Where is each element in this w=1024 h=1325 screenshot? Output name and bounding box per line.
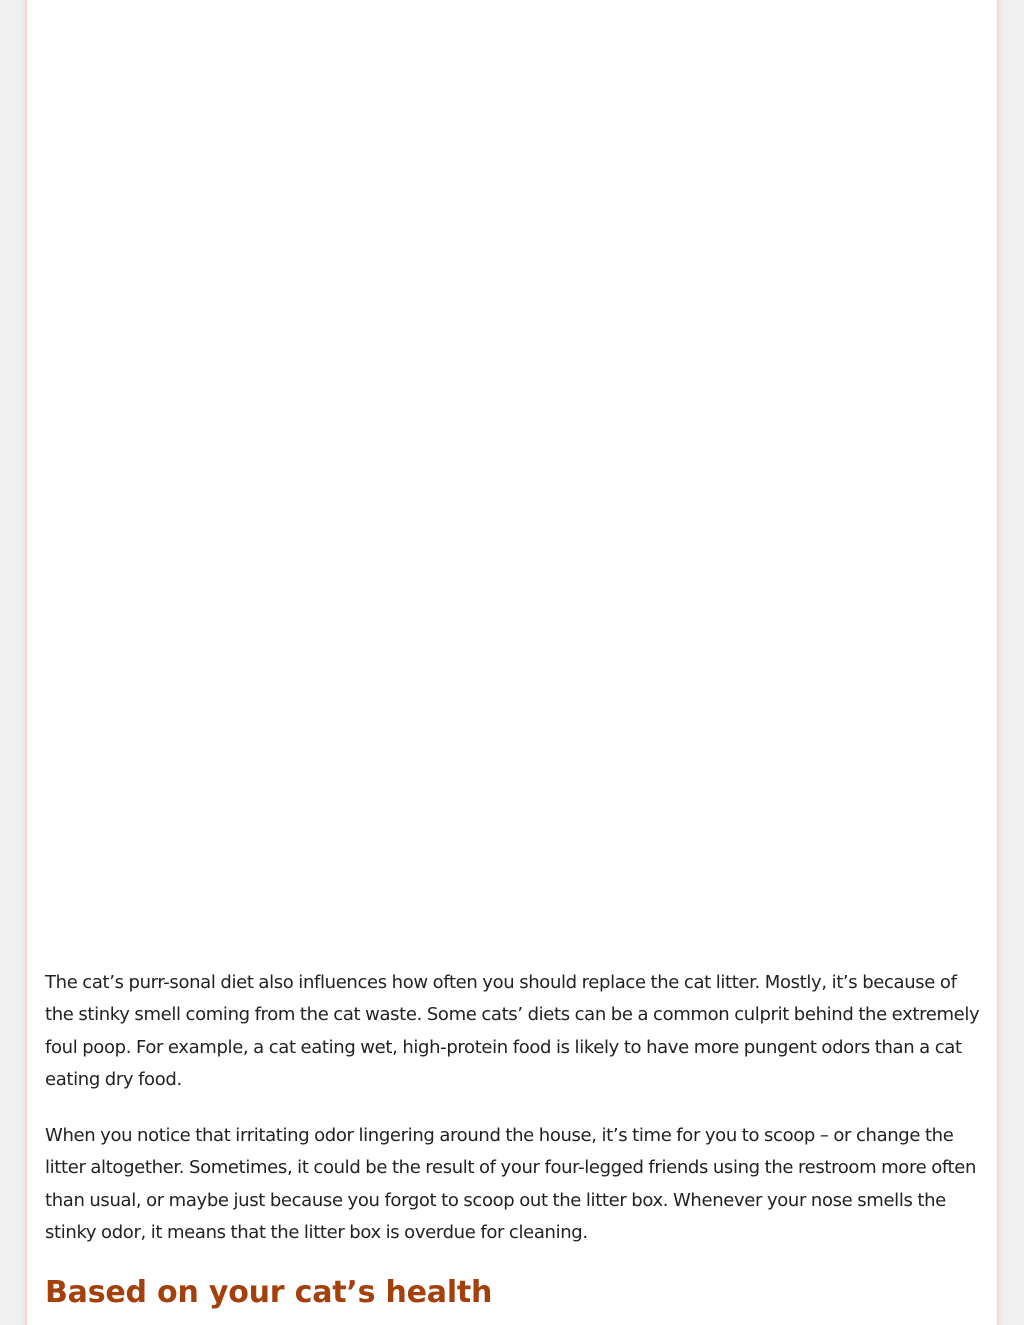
article-page [25, 0, 999, 1325]
article-content [45, 967, 983, 1313]
image-placeholder [27, 0, 997, 960]
section-heading: Based on your cat’s health [45, 1275, 493, 1311]
paragraph-odor: When you notice that irritating odor lingering around the house, it’s time for you to scoop – or change the litter altogether. Sometimes, it could be the result of your four-legged friends using the restroom more often than usual, or maybe just because you forgot to scoop out the litter box. Whenever your nose smells the stinky odor, it means that the litter box is overdue for cleaning. [45, 1125, 977, 1244]
paragraph-diet: The cat’s purr-sonal diet also influences how often you should replace the cat litter. Mostly, it’s because of the stinky smell coming from the cat waste. Some cats’ diets can be a common culprit behind the extremely foul poop. For example, a cat eating wet, high-protein food is likely to have more pungent odors than a cat eating dry food. [45, 972, 980, 1090]
